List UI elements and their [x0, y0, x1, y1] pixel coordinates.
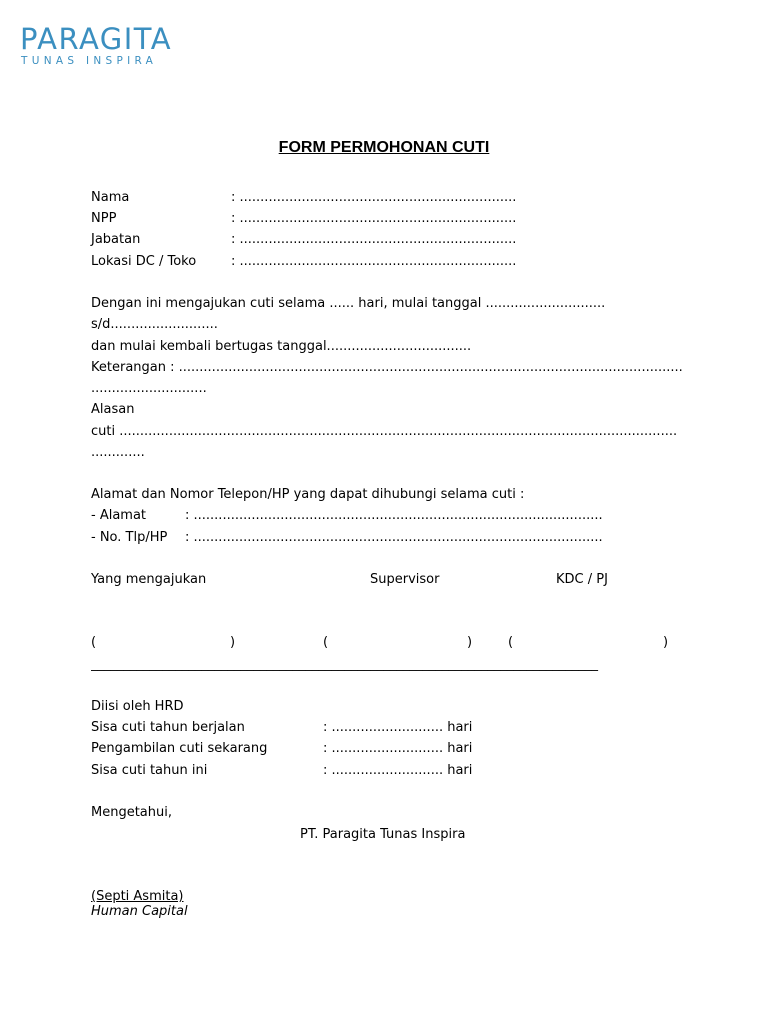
name-field: : ...................................................................: [231, 190, 517, 205]
leave-taken-label: Pengambilan cuti sekarang: [91, 741, 268, 756]
npp-field: : ...................................................................: [231, 211, 517, 226]
supervisor-label: Supervisor: [370, 572, 440, 587]
form-title: FORM PERMOHONAN CUTI: [278, 139, 490, 156]
company-name: PT. Paragita Tunas Inspira: [300, 827, 466, 842]
remarks-line: Keterangan : ..........................................................................................................................: [91, 360, 683, 375]
kdc-sign-close: ): [663, 635, 669, 650]
kdc-label: KDC / PJ: [556, 572, 608, 587]
location-field: : ...................................................................: [231, 254, 517, 269]
remaining-leave-current-field: : ........................... hari: [323, 720, 473, 735]
applicant-sign-open: (: [91, 635, 97, 650]
position-field: : ...................................................................: [231, 232, 517, 247]
leave-duration-line: Dengan ini mengajukan cuti selama ...... hari, mulai tanggal .............................: [91, 296, 606, 311]
position-label: Jabatan: [91, 232, 141, 247]
return-date-line: dan mulai kembali bertugas tanggal...................................: [91, 339, 472, 354]
leave-until-line: s/d..........................: [91, 317, 218, 332]
remaining-leave-year-field: : ........................... hari: [323, 763, 473, 778]
applicant-sign-close: ): [230, 635, 236, 650]
phone-label: - No. Tlp/HP: [91, 530, 168, 545]
kdc-sign-open: (: [508, 635, 514, 650]
reason-continuation: .............: [91, 445, 145, 460]
name-label: Nama: [91, 190, 130, 205]
hrd-heading: Diisi oleh HRD: [91, 699, 184, 714]
contact-heading: Alamat dan Nomor Telepon/HP yang dapat dihubungi selama cuti :: [91, 487, 525, 502]
npp-label: NPP: [91, 211, 117, 226]
company-logo-tagline: TUNAS INSPIRA: [21, 55, 158, 67]
signer-role: Human Capital: [91, 904, 188, 919]
location-label: Lokasi DC / Toko: [91, 254, 197, 269]
remaining-leave-current-label: Sisa cuti tahun berjalan: [91, 720, 245, 735]
address-label: - Alamat: [91, 508, 147, 523]
remaining-leave-year-label: Sisa cuti tahun ini: [91, 763, 208, 778]
separator-line: ______________________________________________________________________________: [91, 657, 598, 672]
signer-name: (Septi Asmita): [91, 889, 184, 904]
company-logo-name: PARAGITA: [20, 22, 173, 56]
leave-taken-field: : ........................... hari: [323, 741, 473, 756]
acknowledged-label: Mengetahui,: [91, 805, 172, 820]
phone-field: : ...................................................................................................: [185, 530, 603, 545]
reason-line: cuti .......................................................................................................................................: [91, 424, 678, 439]
supervisor-sign-open: (: [323, 635, 329, 650]
remarks-continuation: ............................: [91, 381, 207, 396]
applicant-label: Yang mengajukan: [91, 572, 207, 587]
reason-label: Alasan: [91, 402, 135, 417]
supervisor-sign-close: ): [467, 635, 473, 650]
address-field: : ...................................................................................................: [185, 508, 603, 523]
